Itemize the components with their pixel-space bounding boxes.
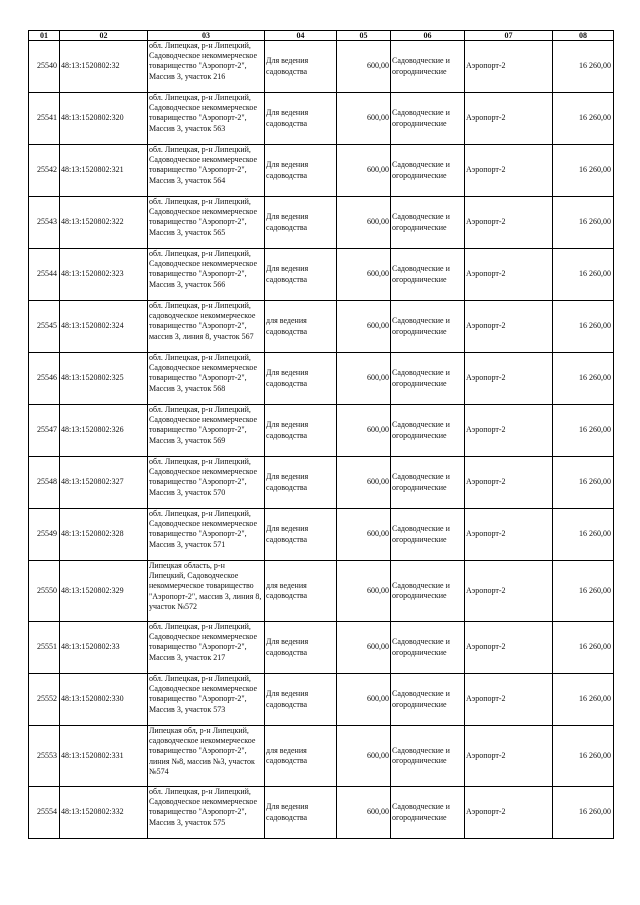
row-number: 25550 bbox=[29, 561, 60, 622]
permitted-use-cell: для ведения садоводства bbox=[265, 561, 337, 622]
row-number: 25548 bbox=[29, 457, 60, 509]
value-cell: 16 260,00 bbox=[553, 249, 614, 301]
cadastral-number: 48:13:1520802:320 bbox=[60, 93, 148, 145]
column-header: 01 bbox=[29, 31, 60, 41]
row-number: 25543 bbox=[29, 197, 60, 249]
address-cell bbox=[148, 353, 265, 405]
address-cell bbox=[148, 249, 265, 301]
value-cell: 16 260,00 bbox=[553, 674, 614, 726]
value-cell: 16 260,00 bbox=[553, 197, 614, 249]
table-row bbox=[29, 41, 614, 93]
value-cell: 16 260,00 bbox=[553, 353, 614, 405]
permitted-use-cell: Для ведения садоводства bbox=[265, 405, 337, 457]
address-text: обл. Липецкая, р-н Липецкий, Садоводческое некоммерческое товарищество "Аэропорт-2", Массив 3, участок 568 bbox=[149, 353, 258, 393]
address-text: обл. Липецкая, р-н Липецкий, Садоводческое некоммерческое товарищество "Аэропорт-2", Массив 3, участок 566 bbox=[149, 249, 258, 289]
cadastral-number: 48:13:1520802:329 bbox=[60, 561, 148, 622]
address-text: Липецкая обл, р-н Липецкий, садоводческое некоммерческое товарищество "Аэропорт-2", линия №8, массив №3, участок №574 bbox=[149, 726, 256, 776]
category-cell: Садоводческие и огороднические bbox=[391, 301, 465, 353]
value-cell: 16 260,00 bbox=[553, 301, 614, 353]
cadastral-number: 48:13:1520802:328 bbox=[60, 509, 148, 561]
location-cell: Аэропорт-2 bbox=[465, 674, 553, 726]
category-cell: Садоводческие и огороднические bbox=[391, 509, 465, 561]
value-cell: 16 260,00 bbox=[553, 405, 614, 457]
category-cell: Садоводческие и огороднические bbox=[391, 197, 465, 249]
location-cell: Аэропорт-2 bbox=[465, 622, 553, 674]
location-cell: Аэропорт-2 bbox=[465, 787, 553, 839]
value-cell: 16 260,00 bbox=[553, 726, 614, 787]
table-row bbox=[29, 622, 614, 674]
value-cell: 16 260,00 bbox=[553, 561, 614, 622]
value-cell: 16 260,00 bbox=[553, 457, 614, 509]
address-cell bbox=[148, 145, 265, 197]
address-cell bbox=[148, 457, 265, 509]
row-number: 25551 bbox=[29, 622, 60, 674]
area-cell: 600,00 bbox=[337, 301, 391, 353]
cadastral-number: 48:13:1520802:332 bbox=[60, 787, 148, 839]
cadastral-number: 48:13:1520802:327 bbox=[60, 457, 148, 509]
cadastral-number: 48:13:1520802:32 bbox=[60, 41, 148, 93]
address-cell bbox=[148, 509, 265, 561]
address-text: обл. Липецкая, р-н Липецкий, садоводческое некоммерческое товарищество "Аэропорт-2", массив 3, линия 8, участок 567 bbox=[149, 301, 256, 341]
category-cell: Садоводческие и огороднические bbox=[391, 405, 465, 457]
address-cell bbox=[148, 787, 265, 839]
category-cell: Садоводческие и огороднические bbox=[391, 561, 465, 622]
column-header: 04 bbox=[265, 31, 337, 41]
area-cell: 600,00 bbox=[337, 197, 391, 249]
area-cell: 600,00 bbox=[337, 41, 391, 93]
permitted-use-cell: для ведения садоводства bbox=[265, 726, 337, 787]
cadastral-number: 48:13:1520802:321 bbox=[60, 145, 148, 197]
location-cell: Аэропорт-2 bbox=[465, 457, 553, 509]
table-row bbox=[29, 509, 614, 561]
category-cell: Садоводческие и огороднические bbox=[391, 457, 465, 509]
column-header: 03 bbox=[148, 31, 265, 41]
row-number: 25544 bbox=[29, 249, 60, 301]
cadastral-number: 48:13:1520802:322 bbox=[60, 197, 148, 249]
table-row bbox=[29, 145, 614, 197]
table-row bbox=[29, 457, 614, 509]
area-cell: 600,00 bbox=[337, 509, 391, 561]
permitted-use-cell: Для ведения садоводства bbox=[265, 622, 337, 674]
value-cell: 16 260,00 bbox=[553, 622, 614, 674]
cadastral-number: 48:13:1520802:326 bbox=[60, 405, 148, 457]
row-number: 25553 bbox=[29, 726, 60, 787]
table-row bbox=[29, 561, 614, 622]
column-header: 08 bbox=[553, 31, 614, 41]
table-row bbox=[29, 787, 614, 839]
cadastral-number: 48:13:1520802:331 bbox=[60, 726, 148, 787]
address-cell bbox=[148, 41, 265, 93]
table-row bbox=[29, 726, 614, 787]
permitted-use-cell: Для ведения садоводства bbox=[265, 145, 337, 197]
cadastral-number: 48:13:1520802:324 bbox=[60, 301, 148, 353]
row-number: 25541 bbox=[29, 93, 60, 145]
address-text: обл. Липецкая, р-н Липецкий, Садоводческое некоммерческое товарищество "Аэропорт-2", Массив 3, участок 570 bbox=[149, 457, 258, 497]
table-row bbox=[29, 353, 614, 405]
value-cell: 16 260,00 bbox=[553, 93, 614, 145]
location-cell: Аэропорт-2 bbox=[465, 561, 553, 622]
area-cell: 600,00 bbox=[337, 145, 391, 197]
address-cell bbox=[148, 622, 265, 674]
row-number: 25554 bbox=[29, 787, 60, 839]
category-cell: Садоводческие и огороднические bbox=[391, 353, 465, 405]
column-header: 05 bbox=[337, 31, 391, 41]
address-text: обл. Липецкая, р-н Липецкий, Садоводческое некоммерческое товарищество "Аэропорт-2", Массив 3, участок 217 bbox=[149, 622, 258, 662]
address-text: обл. Липецкая, р-н Липецкий, Садоводческое некоммерческое товарищество "Аэропорт-2", Массив 3, участок 563 bbox=[149, 93, 258, 133]
table-header-row bbox=[29, 31, 614, 41]
location-cell: Аэропорт-2 bbox=[465, 93, 553, 145]
location-cell: Аэропорт-2 bbox=[465, 197, 553, 249]
address-cell bbox=[148, 561, 265, 622]
permitted-use-cell: Для ведения садоводства bbox=[265, 197, 337, 249]
area-cell: 600,00 bbox=[337, 249, 391, 301]
address-text: обл. Липецкая, р-н Липецкий, Садоводческое некоммерческое товарищество "Аэропорт-2", Массив 3, участок 575 bbox=[149, 787, 258, 827]
address-cell bbox=[148, 197, 265, 249]
category-cell: Садоводческие и огороднические bbox=[391, 622, 465, 674]
row-number: 25547 bbox=[29, 405, 60, 457]
row-number: 25546 bbox=[29, 353, 60, 405]
address-text: Липецкая область, р-н Липецкий, Садоводческое некоммерческое товарищество "Аэропорт-2", массив 3, линия 8, участок №572 bbox=[149, 561, 262, 611]
table-row bbox=[29, 197, 614, 249]
value-cell: 16 260,00 bbox=[553, 509, 614, 561]
table-row bbox=[29, 249, 614, 301]
location-cell: Аэропорт-2 bbox=[465, 249, 553, 301]
row-number: 25545 bbox=[29, 301, 60, 353]
table-row bbox=[29, 301, 614, 353]
area-cell: 600,00 bbox=[337, 561, 391, 622]
permitted-use-cell: Для ведения садоводства bbox=[265, 93, 337, 145]
location-cell: Аэропорт-2 bbox=[465, 41, 553, 93]
table-row bbox=[29, 93, 614, 145]
category-cell: Садоводческие и огороднические bbox=[391, 674, 465, 726]
area-cell: 600,00 bbox=[337, 457, 391, 509]
location-cell: Аэропорт-2 bbox=[465, 405, 553, 457]
row-number: 25540 bbox=[29, 41, 60, 93]
address-cell bbox=[148, 405, 265, 457]
permitted-use-cell: Для ведения садоводства bbox=[265, 249, 337, 301]
address-text: обл. Липецкая, р-н Липецкий, Садоводческое некоммерческое товарищество "Аэропорт-2", Массив 3, участок 573 bbox=[149, 674, 258, 714]
row-number: 25549 bbox=[29, 509, 60, 561]
address-text: обл. Липецкая, р-н Липецкий, Садоводческое некоммерческое товарищество "Аэропорт-2", Массив 3, участок 216 bbox=[149, 41, 258, 81]
location-cell: Аэропорт-2 bbox=[465, 509, 553, 561]
location-cell: Аэропорт-2 bbox=[465, 145, 553, 197]
cadastral-number: 48:13:1520802:325 bbox=[60, 353, 148, 405]
area-cell: 600,00 bbox=[337, 93, 391, 145]
address-cell bbox=[148, 301, 265, 353]
area-cell: 600,00 bbox=[337, 622, 391, 674]
category-cell: Садоводческие и огороднические bbox=[391, 145, 465, 197]
permitted-use-cell: Для ведения садоводства bbox=[265, 787, 337, 839]
address-cell bbox=[148, 726, 265, 787]
value-cell: 16 260,00 bbox=[553, 41, 614, 93]
cadastral-number: 48:13:1520802:330 bbox=[60, 674, 148, 726]
location-cell: Аэропорт-2 bbox=[465, 353, 553, 405]
permitted-use-cell: Для ведения садоводства bbox=[265, 457, 337, 509]
category-cell: Садоводческие и огороднические bbox=[391, 249, 465, 301]
location-cell: Аэропорт-2 bbox=[465, 726, 553, 787]
address-text: обл. Липецкая, р-н Липецкий, Садоводческое некоммерческое товарищество "Аэропорт-2", Массив 3, участок 569 bbox=[149, 405, 258, 445]
row-number: 25552 bbox=[29, 674, 60, 726]
table-row bbox=[29, 674, 614, 726]
cadastral-number: 48:13:1520802:323 bbox=[60, 249, 148, 301]
column-header: 06 bbox=[391, 31, 465, 41]
table-body bbox=[29, 41, 614, 839]
area-cell: 600,00 bbox=[337, 353, 391, 405]
column-header: 02 bbox=[60, 31, 148, 41]
value-cell: 16 260,00 bbox=[553, 787, 614, 839]
column-header: 07 bbox=[465, 31, 553, 41]
cadastral-number: 48:13:1520802:33 bbox=[60, 622, 148, 674]
address-text: обл. Липецкая, р-н Липецкий, Садоводческое некоммерческое товарищество "Аэропорт-2", Массив 3, участок 571 bbox=[149, 509, 258, 549]
row-number: 25542 bbox=[29, 145, 60, 197]
category-cell: Садоводческие и огороднические bbox=[391, 41, 465, 93]
permitted-use-cell: Для ведения садоводства bbox=[265, 674, 337, 726]
address-text: обл. Липецкая, р-н Липецкий, Садоводческое некоммерческое товарищество "Аэропорт-2", Массив 3, участок 564 bbox=[149, 145, 258, 185]
permitted-use-cell: Для ведения садоводства bbox=[265, 509, 337, 561]
value-cell: 16 260,00 bbox=[553, 145, 614, 197]
address-cell bbox=[148, 674, 265, 726]
category-cell: Садоводческие и огороднические bbox=[391, 787, 465, 839]
area-cell: 600,00 bbox=[337, 787, 391, 839]
location-cell: Аэропорт-2 bbox=[465, 301, 553, 353]
area-cell: 600,00 bbox=[337, 405, 391, 457]
table-row bbox=[29, 405, 614, 457]
permitted-use-cell: для ведения садоводства bbox=[265, 301, 337, 353]
category-cell: Садоводческие и огороднические bbox=[391, 93, 465, 145]
area-cell: 600,00 bbox=[337, 726, 391, 787]
address-text: обл. Липецкая, р-н Липецкий, Садоводческое некоммерческое товарищество "Аэропорт-2", Массив 3, участок 565 bbox=[149, 197, 258, 237]
address-cell bbox=[148, 93, 265, 145]
category-cell: Садоводческие и огороднические bbox=[391, 726, 465, 787]
permitted-use-cell: Для ведения садоводства bbox=[265, 41, 337, 93]
document-page bbox=[28, 30, 613, 839]
permitted-use-cell: Для ведения садоводства bbox=[265, 353, 337, 405]
area-cell: 600,00 bbox=[337, 674, 391, 726]
land-plots-table bbox=[28, 30, 614, 839]
